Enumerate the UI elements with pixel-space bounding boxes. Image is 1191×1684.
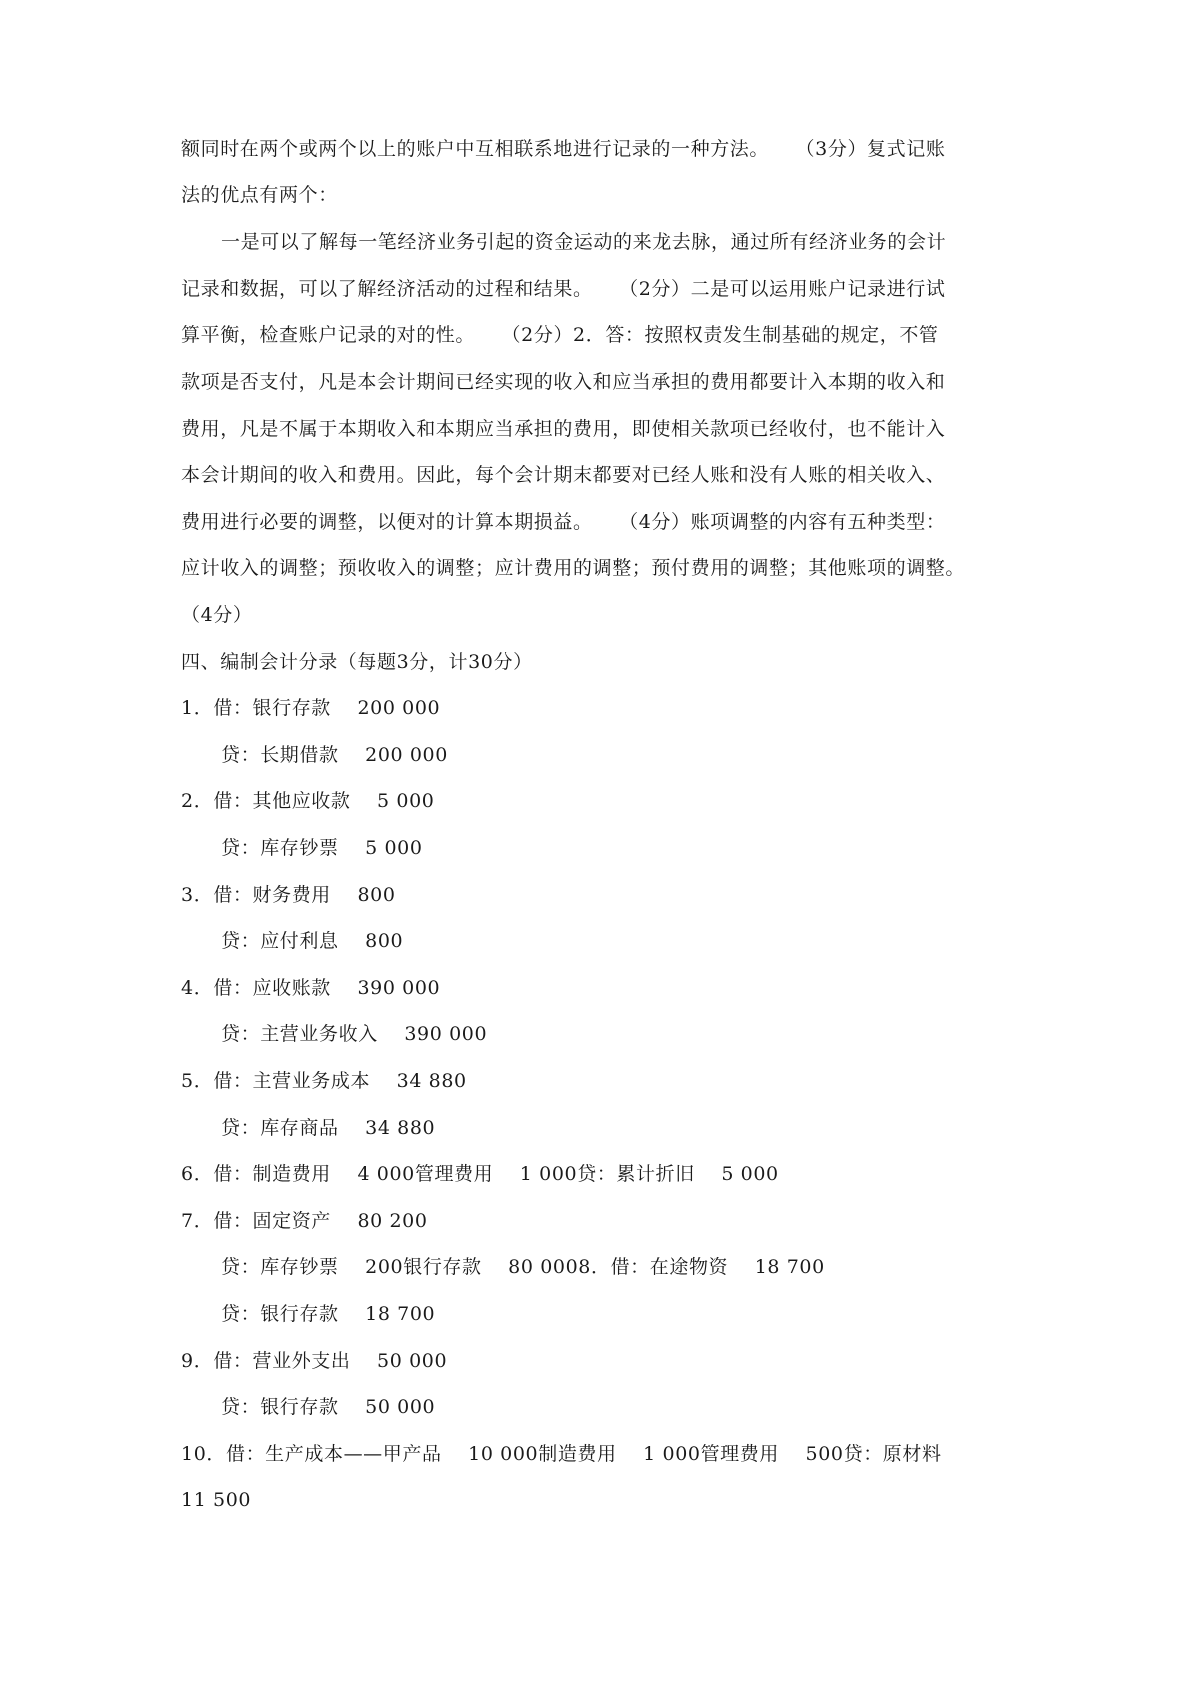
text-line-8: 本会计期间的收入和费用。因此，每个会计期末都要对已经人账和没有人账的相关收入、 — [181, 464, 946, 486]
text-line-3: 一是可以了解每一笔经济业务引起的资金运动的来龙去脉，通过所有经济业务的会计 — [221, 231, 947, 253]
entry-line: 7．借：固定资产 80 200 — [181, 1210, 428, 1232]
entry-line: 2．借：其他应收款 5 000 — [181, 790, 435, 812]
text-line-7: 费用，凡是不属于本期收入和本期应当承担的费用，即使相关款项已经收付，也不能计入 — [181, 418, 946, 440]
entry-line: 贷：库存钞票 5 000 — [221, 837, 423, 859]
entry-line: 贷：库存钞票 200银行存款 80 0008．借：在途物资 18 700 — [221, 1256, 825, 1278]
entry-line: 3．借：财务费用 800 — [181, 884, 396, 906]
text-line-11: （4分） — [181, 604, 253, 626]
entry-line: 6．借：制造费用 4 000管理费用 1 000贷：累计折旧 5 000 — [181, 1163, 779, 1185]
entry-line: 贷：库存商品 34 880 — [221, 1117, 436, 1139]
entry-line: 贷：银行存款 50 000 — [221, 1396, 436, 1418]
text-line-9: 费用进行必要的调整，以便对的计算本期损益。 （4分）账项调整的内容有五种类型： — [181, 511, 946, 533]
entry-line: 贷：应付利息 800 — [221, 930, 404, 952]
text-line-10: 应计收入的调整；预收收入的调整；应计费用的调整；预付费用的调整；其他账项的调整。 — [181, 557, 966, 579]
entry-line: 1．借：银行存款 200 000 — [181, 697, 441, 719]
entry-line: 5．借：主营业务成本 34 880 — [181, 1070, 467, 1092]
text-line-2: 法的优点有两个： — [181, 184, 338, 206]
entry-line: 贷：主营业务收入 390 000 — [221, 1023, 488, 1045]
entry-line: 9．借：营业外支出 50 000 — [181, 1350, 448, 1372]
text-line-5: 算平衡，检查账户记录的对的性。 （2分）2．答：按照权责发生制基础的规定，不管 — [181, 324, 939, 346]
entry-line: 贷：银行存款 18 700 — [221, 1303, 436, 1325]
text-line-4: 记录和数据，可以了解经济活动的过程和结果。 （2分）二是可以运用账户记录进行试 — [181, 278, 946, 300]
entry-line: 11 500 — [181, 1489, 252, 1511]
entry-line: 贷：长期借款 200 000 — [221, 744, 448, 766]
text-line-6: 款项是否支付，凡是本会计期间已经实现的收入和应当承担的费用都要计入本期的收入和 — [181, 371, 946, 393]
entry-line: 4．借：应收账款 390 000 — [181, 977, 441, 999]
section-heading: 四、编制会计分录（每题3分，计30分） — [181, 651, 533, 673]
entry-line: 10．借：生产成本——甲产品 10 000制造费用 1 000管理费用 500贷：原材料 — [181, 1443, 942, 1465]
text-line-1: 额同时在两个或两个以上的账户中互相联系地进行记录的一种方法。 （3分）复式记账 — [181, 138, 946, 160]
